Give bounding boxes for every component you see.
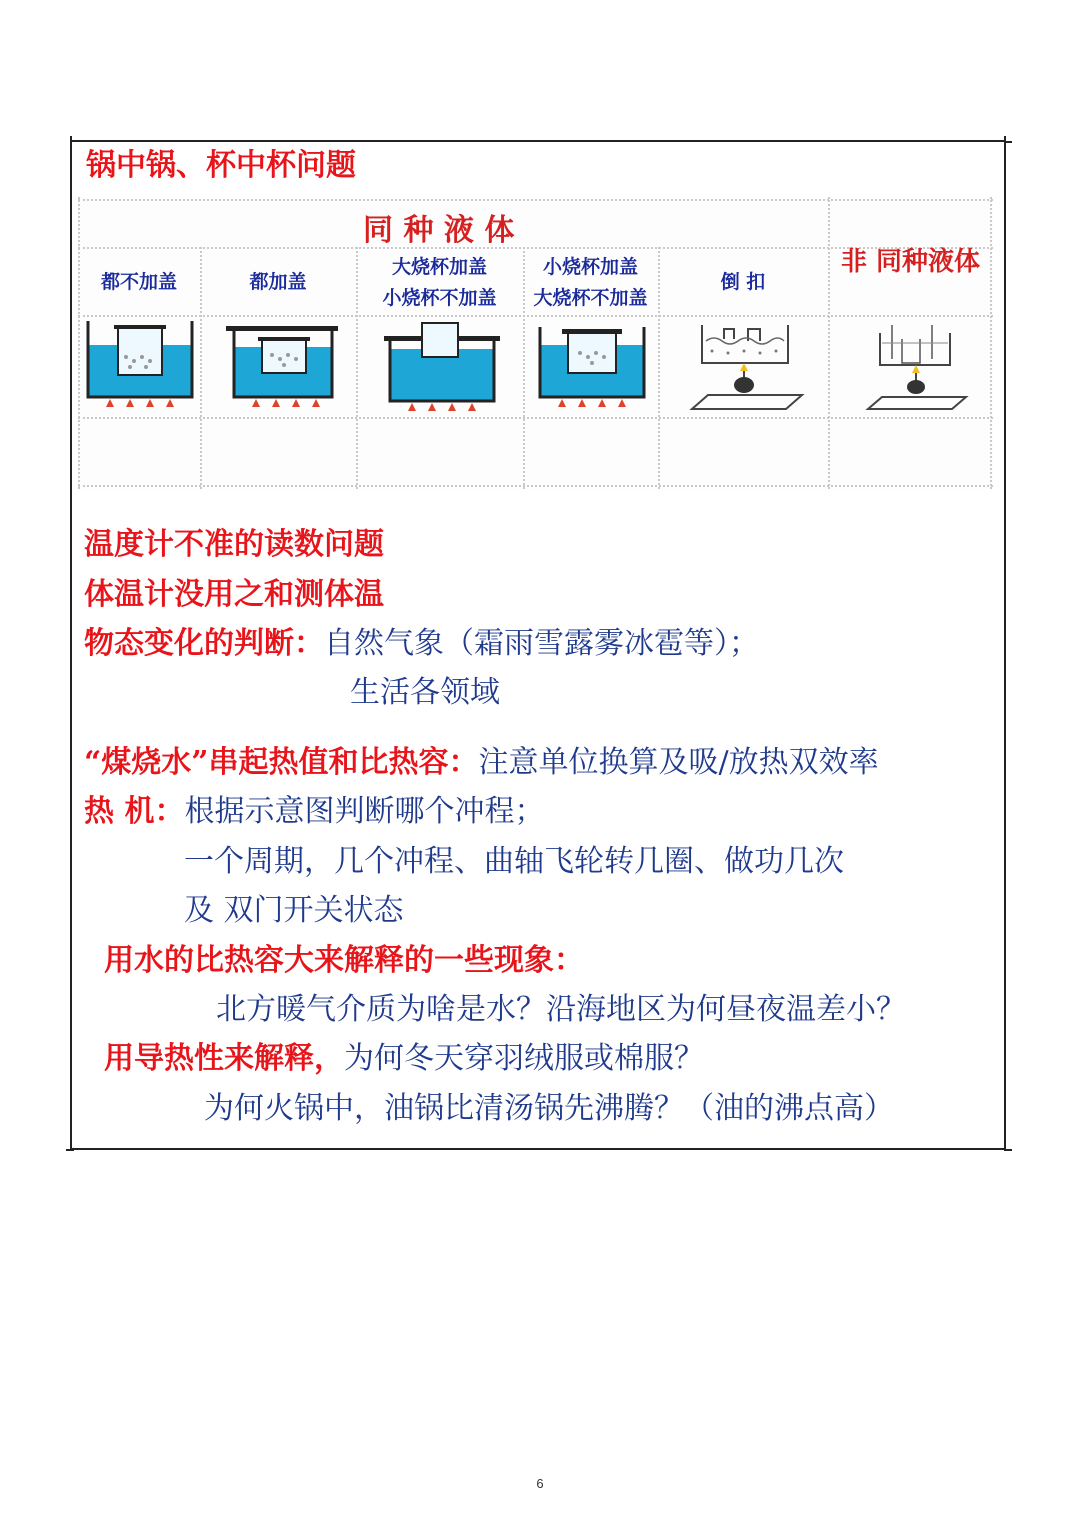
- state-change-detail: 自然气象（霜雨雪露雾冰雹等）；: [324, 626, 759, 661]
- heat-engine-detail-2: 一个周期，几个冲程、曲轴飞轮转几圈、做功几次: [184, 844, 844, 879]
- cell-label: 都不加盖: [100, 271, 177, 293]
- beaker-large-covered-drawing: [382, 317, 502, 413]
- frame-tick: [1004, 1149, 1012, 1151]
- inverted-cup-drawing: [688, 319, 808, 415]
- grid-line: [78, 197, 80, 489]
- beaker-both-covered-drawing: [224, 317, 340, 409]
- heat-engine-detail: 根据示意图判断哪个冲程；: [184, 794, 545, 829]
- state-change-label: 物态变化的判断：: [84, 626, 324, 661]
- topic-state-change: [84, 624, 759, 664]
- conductivity-label: 用导热性来解释，: [104, 1041, 344, 1076]
- cell-label: 倒 扣: [720, 271, 766, 293]
- section-heading: 锅中锅、杯中杯问题: [86, 148, 356, 183]
- state-change-detail-2: 生活各领域: [350, 675, 500, 710]
- grid-line: [78, 417, 993, 419]
- conductivity-detail: 为何冬天穿羽绒服或棉服？: [344, 1041, 704, 1076]
- topic-conductivity: [104, 1039, 704, 1079]
- heat-engine-detail-3: 及 双门开关状态: [184, 893, 404, 928]
- coal-water-label: “煤烧水”串起热值和比热容：: [84, 745, 479, 780]
- different-liquid-drawing: [862, 319, 972, 415]
- specific-heat-detail: 北方暖气介质为啥是水？沿海地区为何昼夜温差小？: [216, 992, 906, 1027]
- cell-label: 小烧杯不加盖: [382, 287, 497, 309]
- page-number: 6: [536, 1476, 544, 1491]
- beaker-small-covered-drawing: [536, 317, 648, 409]
- topic-clinical-thermometer: 体温计没用之和测体温: [84, 577, 384, 612]
- figure-title-different-liquid: 非 同种液体: [840, 247, 981, 277]
- cell-label: 大烧杯加盖: [391, 256, 487, 278]
- topic-heat-engine: [84, 792, 544, 832]
- figure-title-same-liquid: 同 种 液 体: [363, 213, 515, 248]
- heat-engine-label: 热 机：: [84, 794, 185, 829]
- beaker-uncovered-drawing: [84, 317, 196, 409]
- hotpot-question: 为何火锅中，油锅比清汤锅先沸腾？（油的沸点高）: [204, 1091, 894, 1126]
- frame-tick: [66, 1149, 74, 1151]
- topic-specific-heat-water: 用水的比热容大来解释的一些现象：: [104, 943, 584, 978]
- beaker-figure: [78, 197, 993, 489]
- grid-line: [78, 199, 993, 201]
- topic-thermometer-reading: 温度计不准的读数问题: [84, 527, 384, 562]
- cell-label: 小烧杯加盖: [542, 256, 638, 278]
- frame-tick: [70, 136, 72, 144]
- cell-label: 都加盖: [249, 271, 307, 293]
- topic-coal-boiling-water: [84, 743, 879, 783]
- coal-water-detail: 注意单位换算及吸/放热双效率: [478, 745, 879, 780]
- frame-tick: [1004, 141, 1012, 143]
- cell-label: 大烧杯不加盖: [533, 287, 648, 309]
- grid-line: [78, 485, 993, 487]
